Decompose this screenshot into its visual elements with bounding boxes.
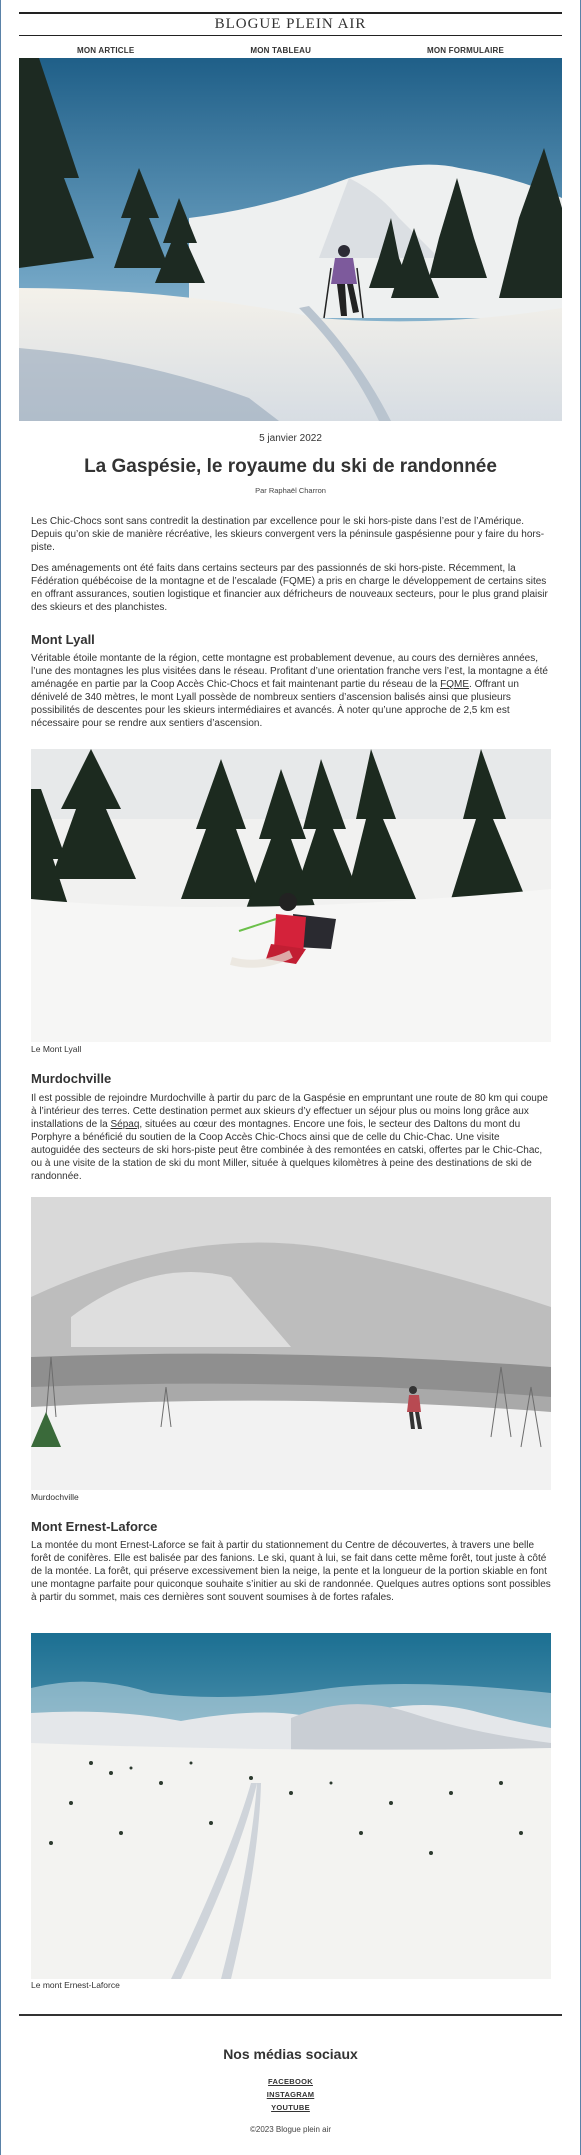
ernest-laforce-caption: Le mont Ernest-Laforce bbox=[31, 1980, 120, 1990]
section-heading: Murdochville bbox=[31, 1071, 112, 1086]
murdochville-caption: Murdochville bbox=[31, 1492, 79, 1502]
hero-image bbox=[19, 58, 562, 421]
section-paragraph: Véritable étoile montante de la région, cette montagne est probablement devenue, au cours des dernières années, l’une des montagnes les plus visitées dans le réseau. Profitant d’une orientation franche vers l’est, la montagne a été aménagée en partie par la Coop Accès Chic-Chocs et fait maintenant partie du réseau de la FQME. Offrant un dénivelé de 340 mètres, le mont Lyall possède de nombreux sentiers d’ascension balisés ainsi que plusieurs possibilités de descentes pour les skieurs intermédiaires et avancés. À noter qu’une approche de 2,5 km est nécessaire pour se rendre aux sentiers d’ascension. bbox=[31, 653, 548, 729]
murdochville-photo bbox=[31, 1197, 551, 1490]
section-paragraph: La montée du mont Ernest-Laforce se fait à partir du stationnement du Centre de découvertes, à travers une belle forêt de conifères. Elle est balisée par des fanions. Le ski, quant à lui, se fait dans cette même forêt, tout juste à côté de la montée. La forêt, qui préserve excessivement bien la neige, la pente et la longueur de la portion skiable en font une montagne parfaite pour quiconque souhaite s’initier au ski de randonnée. Quelques autres options sont possibles à partir du sommet, mais ces dernières sont souvent soumises à de fortes rafales. bbox=[31, 1540, 551, 1603]
header-rule-bottom bbox=[19, 35, 562, 36]
section-murdochville bbox=[31, 1071, 551, 1183]
section-ernest-laforce bbox=[31, 1519, 551, 1604]
ernest-laforce-photo bbox=[31, 1633, 551, 1979]
site-header bbox=[19, 12, 562, 62]
social-title: Nos médias sociaux bbox=[223, 2046, 358, 2062]
facebook-link[interactable]: FACEBOOK bbox=[268, 2077, 313, 2086]
footer-rule bbox=[19, 2014, 562, 2016]
site-footer bbox=[19, 2014, 562, 2016]
article-date: 5 janvier 2022 bbox=[259, 433, 322, 444]
article-byline: Par Raphaël Charron bbox=[255, 486, 326, 495]
article-title: La Gaspésie, le royaume du ski de randonnée bbox=[84, 456, 497, 477]
section-heading: Mont Lyall bbox=[31, 632, 95, 647]
copyright: ©2023 Blogue plein air bbox=[249, 2125, 332, 2134]
nav-item-tableau[interactable]: MON TABLEAU bbox=[250, 45, 312, 55]
nav-item-formulaire[interactable]: MON FORMULAIRE bbox=[426, 45, 504, 55]
fqme-link[interactable]: FQME bbox=[440, 679, 470, 690]
mont-lyall-photo bbox=[31, 749, 551, 1042]
sepaq-link[interactable]: Sépaq bbox=[110, 1119, 140, 1130]
intro-paragraph-1 bbox=[31, 515, 551, 554]
mont-lyall-caption: Le Mont Lyall bbox=[31, 1044, 82, 1054]
site-brand[interactable]: BLOGUE PLEIN AIR bbox=[214, 16, 367, 32]
youtube-link[interactable]: YOUTUBE bbox=[271, 2103, 310, 2112]
intro-text-1: Les Chic-Chocs sont sans contredit la destination par excellence pour le ski hors-piste dans l’est de l’Amérique. Depuis qu’on skie de manière récréative, les skieurs convergent vers la péninsule gaspésienne pour y faire du hors-piste. bbox=[31, 516, 545, 553]
intro-paragraph-2 bbox=[31, 562, 551, 614]
section-heading: Mont Ernest-Laforce bbox=[31, 1519, 158, 1534]
section-paragraph: Il est possible de rejoindre Murdochville à partir du parc de la Gaspésie en empruntant une route de 80 km qui coupe à l’intérieur des terres. Cette destination permet aux skieurs d’y effectuer un séjour plus ou moins long grâce aux installations de la Sépaq, situées au cœur des montagnes. Encore une fois, le secteur des Daltons du mont du Porphyre a bénéficié du soutien de la Coop Accès Chic-Chocs ainsi que de celle du Chic-Chac. Une visite autoguidée des secteurs de ski hors-piste peut être combinée à des remontées en catski, offertes par le Chic-Chac, ou à une visite de la station de ski du mont Miller, située à quelques kilomètres à peine des destinations de ski de randonnée. bbox=[31, 1093, 548, 1182]
section-mont-lyall bbox=[31, 632, 551, 730]
nav-item-article[interactable]: MON ARTICLE bbox=[76, 45, 135, 55]
intro-text-2: Des aménagements ont été faits dans certains secteurs par des passionnés de ski hors-piste. Récemment, la Fédération québécoise de la montagne et de l’escalade (FQME) a pris en charge le développement de certains sites en offrant assurances, soutien logistique et financier aux défricheurs de nouveaux secteurs, pour le plus grand plaisir des skieurs et des planchistes. bbox=[31, 563, 548, 613]
instagram-link[interactable]: INSTAGRAM bbox=[266, 2090, 315, 2099]
